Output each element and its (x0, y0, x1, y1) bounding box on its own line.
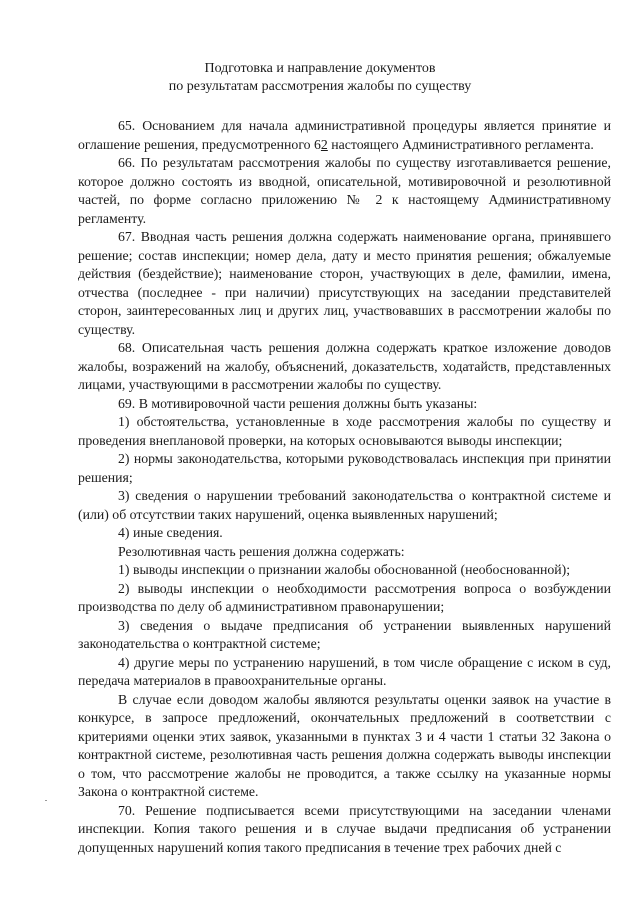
paragraph-65 (78, 117, 611, 154)
resolutive-part-intro: Резолютивная часть решения должна содержать: (118, 543, 405, 559)
paragraph-evaluation-case: В случае если доводом жалобы являются результаты оценки заявок на участие в конкурсе, в запросе предложений, окончательных предложений в соответствии с критериями оценки этих заявок, указанными в пунктах 3 и 4 части 1 статьи 32 Закона о контрактной системе, резолютивная часть решения должна содержать выводы инспекции о том, что рассмотрение жалобы не проводится, а также ссылку на указанные нормы Закона о контрактной системе. (78, 691, 611, 799)
document-body (78, 117, 611, 857)
paragraph-67: 67. Вводная часть решения должна содержать наименование органа, принявшего решение; состав инспекции; номер дела, дату и место принятия решения; обжалуемые действия (бездействие); наименование сторон, участвующих в деле, фамилии, имена, отчества (последнее - при наличии) присутствующих на заседании представителей сторон, заинтересованных лиц и других лиц, участвовавших в рассмотрении жалобы по существу. (78, 229, 611, 337)
paragraph-65-tail: настоящего Административного регламента. (327, 136, 594, 152)
list-item-69-4: 4) иные сведения. (118, 525, 223, 540)
heading-line-1: Подготовка и направление документов (204, 61, 436, 76)
heading-line-2: по результатам рассмотрения жалобы по существу (168, 79, 472, 94)
resolutive-item-1: 1) выводы инспекции о признании жалобы обоснованной (необоснованной); (118, 562, 571, 577)
underlined-number: 2 (320, 136, 328, 152)
paragraph-68: 68. Описательная часть решения должна содержать краткое изложение доводов жалобы, возражений на жалобу, объяснений, доказательств, ходатайств, представленных лицами, участвующими в рассмотрении жалобы по существу. (78, 340, 611, 392)
paragraph-65-text: 65. Основанием для начала административной процедуры является принятие и оглашение решения, предусмотренного 6 (78, 118, 611, 152)
section-heading (60, 60, 580, 96)
resolutive-item-2: 2) выводы инспекции о необходимости рассмотрения вопроса о возбуждении производства по делу об административном правонарушении; (78, 580, 611, 614)
list-item-69-3: 3) сведения о нарушении требований законодательства о контрактной системе и (или) об отсутствии таких нарушений, оценка выявленных нарушений; (78, 488, 611, 522)
scan-speck (45, 800, 47, 801)
list-item-69-1: 1) обстоятельства, установленные в ходе рассмотрения жалобы по существу и проведения внеплановой проверки, на которых основываются выводы инспекции; (78, 414, 611, 448)
paragraph-70: 70. Решение подписывается всеми присутствующими на заседании членами инспекции. Копия такого решения и в случае выдачи предписания об устранении допущенных нарушений копия такого предписания в течение трех рабочих дней с (78, 802, 611, 855)
resolutive-item-4: 4) другие меры по устранению нарушений, в том числе обращение с иском в суд, передача материалов в правоохранительные органы. (78, 654, 611, 688)
resolutive-item-3: 3) сведения о выдаче предписания об устранении выявленных нарушений законодательства о контрактной системе; (78, 617, 611, 651)
paragraph-69: 69. В мотивировочной части решения должны быть указаны: (118, 395, 478, 411)
paragraph-66: 66. По результатам рассмотрения жалобы по существу изготавливается решение, которое должно состоять из вводной, описательной, мотивировочной и резолютивной частей, по форме согласно приложению № 2 к настоящему Административному регламенту. (78, 155, 611, 226)
list-item-69-2: 2) нормы законодательства, которыми руководствовалась инспекция при принятии решения; (78, 451, 611, 485)
